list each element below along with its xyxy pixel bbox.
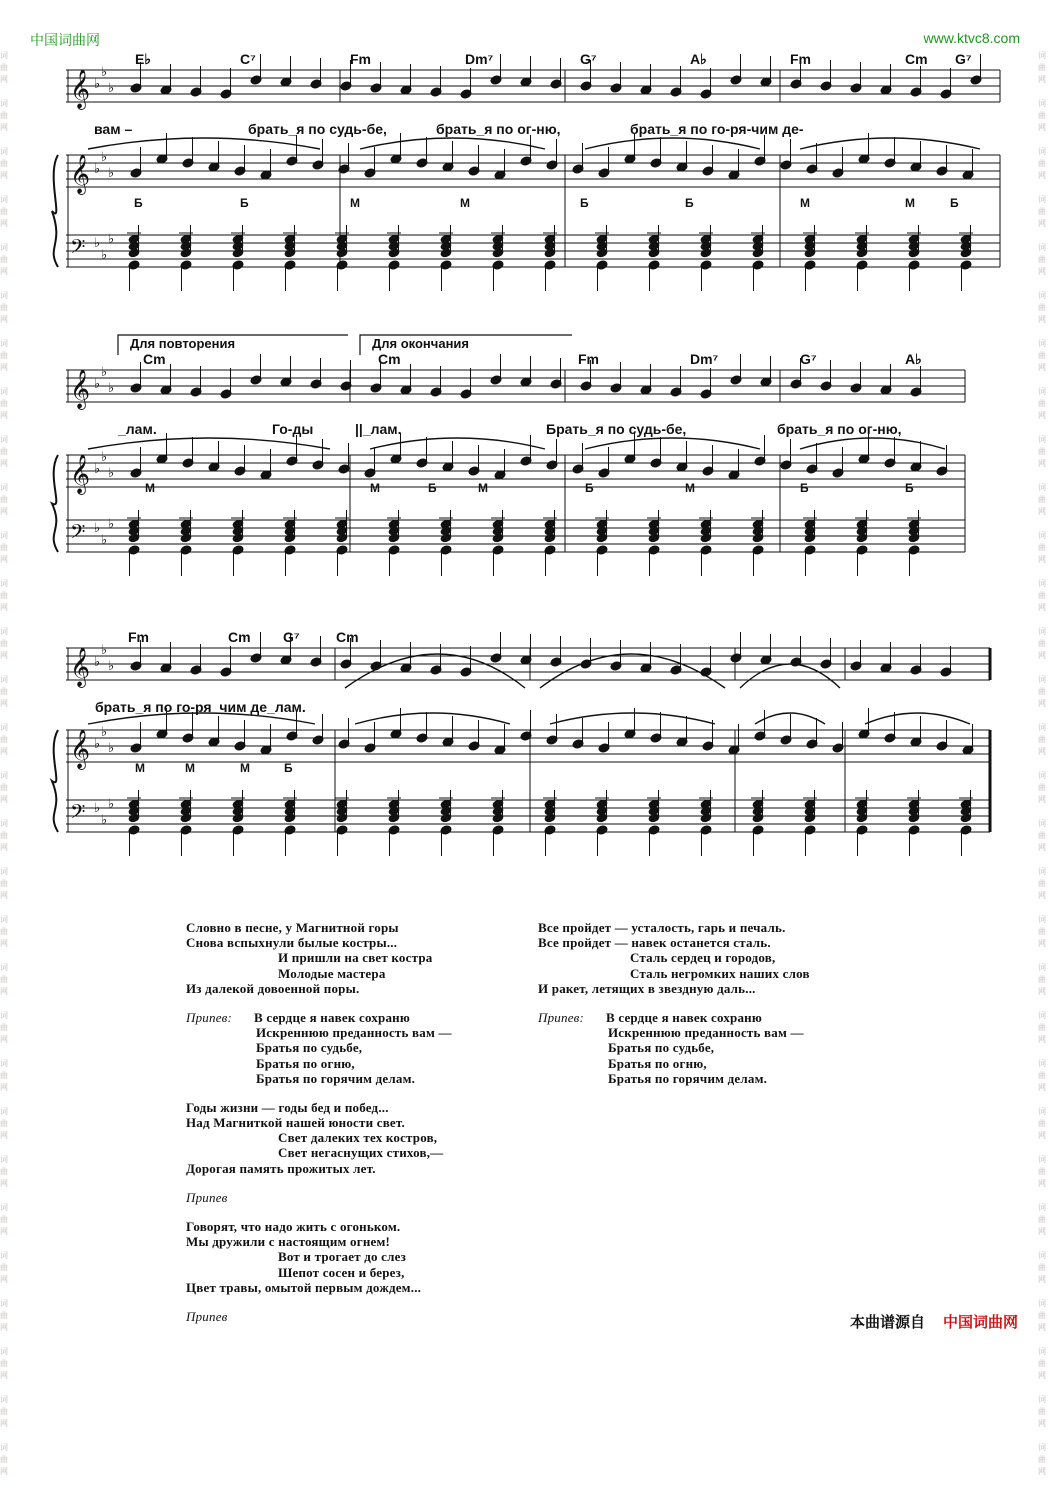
- lyric-text: Братья по огню,: [256, 1055, 355, 1071]
- right-watermark-strip: 词曲网 词曲网 词曲网 词曲网 词曲网 词曲网 词曲网 词曲网 词曲网 词曲网 词曲网 词曲网 词曲网 词曲网 词曲网 词曲网 词曲网 词曲网 词曲网 词曲网 词曲网 词曲网 词曲网 词曲网 词曲网 词曲网 词曲网 词曲网 词曲网 词曲网: [1038, 51, 1046, 1476]
- lyric-text: Говорят, что надо жить с огоньком.: [186, 1219, 401, 1234]
- lyric-text: Искреннюю преданность вам —: [608, 1025, 804, 1041]
- chord-symbol: Cm: [905, 51, 928, 67]
- chord-symbol: G⁷: [955, 51, 972, 67]
- volta-label-second: Для окончания: [372, 336, 469, 351]
- lyric-text: Искреннюю преданность вам —: [256, 1025, 452, 1041]
- slur: [865, 713, 970, 724]
- vocal-lyric: брать_я по го-ря-чим де-: [630, 121, 804, 137]
- lyric-line: [186, 1145, 452, 1160]
- lyric-line: [186, 966, 452, 981]
- lyric-line: [538, 950, 810, 965]
- lyric-line: [538, 996, 810, 1010]
- lyric-line: [538, 966, 810, 981]
- lyric-line: [538, 981, 810, 996]
- piano-treble-staff: [66, 455, 965, 487]
- verse-text-left: [186, 920, 452, 1324]
- lyric-line: [186, 1219, 452, 1234]
- flat-icon: ♭: [94, 76, 101, 91]
- bass-letter: Б: [950, 196, 959, 210]
- refrain-label: Припев:: [186, 1009, 233, 1025]
- lyric-line: [538, 1010, 810, 1025]
- chord-symbol: Fm: [578, 351, 599, 367]
- chord-symbol: Cm: [378, 351, 401, 367]
- treble-clef-icon: 𝄞: [70, 648, 91, 686]
- vocal-lyric: брать_я по ог-ню,: [777, 421, 902, 437]
- lyric-line: [538, 1071, 810, 1086]
- lyric-text: Дорогая память прожитых лет.: [186, 1160, 376, 1176]
- vocal-lyric: _лам.: [118, 421, 157, 437]
- bass-letter: М: [800, 196, 810, 210]
- lyric-line: [186, 1130, 452, 1145]
- flat-icon: ♭: [108, 516, 115, 531]
- chord-symbol: A♭: [690, 51, 707, 67]
- lyric-line: [186, 1280, 452, 1295]
- slur: [585, 138, 760, 149]
- chord-symbol: G⁷: [580, 51, 597, 67]
- lyric-text: Все пройдет — навек останется сталь.: [538, 935, 771, 951]
- bass-letter: М: [240, 761, 250, 775]
- slur: [88, 138, 320, 149]
- chord-symbol: E♭: [135, 51, 151, 67]
- bass-letter: Б: [284, 761, 293, 775]
- bass-letter: М: [460, 196, 470, 210]
- lyric-line: [186, 1176, 452, 1190]
- bass-letter: Б: [240, 196, 249, 210]
- bass-letter: М: [350, 196, 360, 210]
- slur: [800, 138, 980, 149]
- flat-icon: ♭: [94, 235, 101, 250]
- flat-icon: ♭: [94, 736, 101, 751]
- chord-symbol: Fm: [128, 629, 149, 645]
- slur: [370, 438, 545, 449]
- bass-clef-icon: 𝄢: [70, 801, 86, 828]
- lyric-line: [186, 1040, 452, 1055]
- lyric-text: Братья по судьбе,: [608, 1040, 715, 1056]
- lyric-text: Сталь негромких наших слов: [630, 965, 810, 981]
- bass-letter: М: [370, 481, 380, 495]
- flat-icon: ♭: [94, 654, 101, 669]
- vocal-lyric: брать_я по ог-ню,: [436, 121, 561, 137]
- flat-icon: ♭: [108, 80, 115, 95]
- bass-clef-icon: 𝄢: [70, 236, 86, 263]
- chord-symbol: Cm: [143, 351, 166, 367]
- chord-symbol: G⁷: [283, 629, 300, 645]
- flat-icon: ♭: [108, 465, 115, 480]
- lyric-line: [186, 1071, 452, 1086]
- lyric-line: [186, 1249, 452, 1264]
- slur: [585, 438, 760, 449]
- bass-letter: Б: [585, 481, 594, 495]
- bass-letter: М: [185, 761, 195, 775]
- lyric-line: [538, 935, 810, 950]
- footer-source: [850, 1311, 1018, 1332]
- lyric-text: В сердце я навек сохраню: [254, 1009, 410, 1025]
- lyric-line: [186, 981, 452, 996]
- lyric-line: [538, 1040, 810, 1055]
- lyric-text: Годы жизни — годы бед и побед...: [186, 1099, 389, 1115]
- lyric-text: Припев: [186, 1189, 228, 1205]
- treble-clef-icon: 𝄞: [70, 370, 91, 408]
- piano-brace: [52, 455, 58, 552]
- chord-symbol: Cm: [228, 629, 251, 645]
- treble-clef-icon: 𝄞: [70, 70, 91, 108]
- chord-symbol: Dm⁷: [690, 351, 719, 367]
- treble-clef-icon: 𝄞: [70, 730, 91, 768]
- lyric-text: Свет негаснущих стихов,—: [278, 1145, 444, 1161]
- flat-icon: ♭: [94, 376, 101, 391]
- lyric-text: Словно в песне, у Магнитной горы: [186, 920, 399, 935]
- left-watermark-strip: 词曲网 词曲网 词曲网 词曲网 词曲网 词曲网 词曲网 词曲网 词曲网 词曲网 词曲网 词曲网 词曲网 词曲网 词曲网 词曲网 词曲网 词曲网 词曲网 词曲网 词曲网 词曲网 词曲网 词曲网 词曲网 词曲网 词曲网 词曲网 词曲网 词曲网: [0, 51, 8, 1476]
- flat-icon: ♭: [108, 231, 115, 246]
- lyric-line: [186, 1025, 452, 1040]
- lyric-text: Из далекой довоенной поры.: [186, 980, 360, 996]
- lyric-text: Сталь сердец и городов,: [630, 950, 776, 966]
- chord-symbol: A♭: [905, 351, 922, 367]
- lyric-text: Снова вспыхнули былые костры...: [186, 935, 398, 951]
- lyric-text: Над Магниткой нашей юности свет.: [186, 1115, 405, 1131]
- treble-clef-icon: 𝄞: [70, 455, 91, 493]
- lyric-text: Свет далеких тех костров,: [278, 1130, 438, 1146]
- flat-icon: ♭: [94, 461, 101, 476]
- lyric-line: [538, 1056, 810, 1071]
- lyric-text: Припев: [186, 1308, 228, 1324]
- bass-letter: М: [145, 481, 155, 495]
- vocal-lyric: вам –: [94, 121, 133, 137]
- slur: [800, 438, 945, 449]
- flat-icon: ♭: [94, 161, 101, 176]
- chord-symbol: Cm: [336, 629, 359, 645]
- lyric-text: Все пройдет — усталость, гарь и печаль.: [538, 920, 786, 935]
- slur: [550, 713, 715, 724]
- lyric-line: [186, 1309, 452, 1324]
- flat-icon: ♭: [94, 520, 101, 535]
- lyric-line: [186, 935, 452, 950]
- lyric-line: [186, 1086, 452, 1100]
- chord-symbol: Dm⁷: [465, 51, 494, 67]
- flat-icon: ♭: [108, 165, 115, 180]
- treble-clef-icon: 𝄞: [70, 155, 91, 193]
- site-url[interactable]: www.ktvc8.com: [923, 30, 1020, 46]
- footer-site-link[interactable]: 中国词曲网: [942, 1313, 1018, 1331]
- lyric-line: [186, 1161, 452, 1176]
- bass-letter: М: [905, 196, 915, 210]
- lyric-line: [186, 996, 452, 1010]
- lyric-line: [186, 1234, 452, 1249]
- verse-text-right: [538, 920, 810, 1086]
- flat-icon: ♭: [101, 364, 108, 379]
- lyric-text: Молодые мастера: [278, 965, 386, 981]
- vocal-lyric: брать_я по судь-бе,: [248, 121, 387, 137]
- chord-symbol: Fm: [790, 51, 811, 67]
- slur: [88, 438, 330, 449]
- bass-clef-icon: 𝄢: [70, 521, 86, 548]
- bass-letter: Б: [800, 481, 809, 495]
- site-logo-left[interactable]: 中国词曲网: [30, 33, 100, 49]
- lyric-text: Мы дружили с настоящим огнем!: [186, 1234, 391, 1250]
- flat-icon: ♭: [108, 658, 115, 673]
- flat-icon: ♭: [101, 642, 108, 657]
- chord-symbol: Fm: [350, 51, 371, 67]
- lyric-line: [186, 1205, 452, 1219]
- flat-icon: ♭: [101, 449, 108, 464]
- flat-icon: ♭: [101, 812, 108, 827]
- lyric-text: И ракет, летящих в звездную даль...: [538, 980, 756, 996]
- lyric-text: И пришли на свет костра: [278, 950, 433, 966]
- lyric-line: [186, 1010, 452, 1025]
- volta-label-first: Для повторения: [130, 336, 236, 351]
- lyric-line: [538, 1025, 810, 1040]
- bass-letter: М: [478, 481, 488, 495]
- bass-letter: Б: [428, 481, 437, 495]
- piano-brace: [52, 155, 58, 267]
- refrain-label: Припев:: [538, 1009, 585, 1025]
- lyric-line: [186, 1265, 452, 1280]
- chord-symbol: G⁷: [800, 351, 817, 367]
- slur: [355, 713, 510, 724]
- vocal-lyric: Го-ды: [272, 421, 314, 437]
- flat-icon: ♭: [101, 724, 108, 739]
- lyric-text: Братья по горячим делам.: [608, 1070, 768, 1086]
- lyric-line: [186, 1295, 452, 1309]
- lyric-text: В сердце я навек сохраню: [606, 1009, 762, 1025]
- bass-letter: Б: [580, 196, 589, 210]
- lyric-text: Братья по огню,: [608, 1055, 707, 1071]
- lyric-line: [186, 1190, 452, 1205]
- piano-bass-staff: [66, 800, 990, 832]
- piano-brace: [52, 730, 58, 832]
- vocal-lyric: брать_я по го-ря_чим де_лам.: [95, 699, 306, 715]
- vocal-lyric: ||_лам.: [355, 421, 402, 437]
- flat-icon: ♭: [108, 796, 115, 811]
- lyric-line: [538, 920, 810, 935]
- chord-symbol: C⁷: [240, 51, 256, 67]
- tie: [540, 654, 725, 688]
- bass-letter: Б: [685, 196, 694, 210]
- piano-bass-staff: [66, 520, 965, 552]
- bass-letter: Б: [134, 196, 143, 210]
- lyric-line: [186, 1115, 452, 1130]
- flat-icon: ♭: [108, 740, 115, 755]
- bass-letter: М: [135, 761, 145, 775]
- flat-icon: ♭: [94, 800, 101, 815]
- lyric-line: [186, 920, 452, 935]
- lyric-line: [186, 950, 452, 965]
- lyric-line: [186, 1100, 452, 1115]
- bass-letter: М: [685, 481, 695, 495]
- flat-icon: ♭: [108, 380, 115, 395]
- lyric-text: Братья по судьбе,: [256, 1040, 363, 1056]
- lyric-text: Братья по горячим делам.: [256, 1070, 416, 1086]
- flat-icon: ♭: [101, 64, 108, 79]
- lyric-text: Цвет травы, омытой первым дождем...: [186, 1279, 422, 1295]
- footer-source-label: 本曲谱源自: [849, 1313, 925, 1331]
- lyric-text: Вот и трогает до слез: [278, 1249, 407, 1265]
- vocal-staff: [66, 648, 990, 680]
- flat-icon: ♭: [101, 247, 108, 262]
- vocal-lyric: Брать_я по судь-бе,: [546, 421, 687, 437]
- lyric-line: [186, 1056, 452, 1071]
- flat-icon: ♭: [101, 149, 108, 164]
- flat-icon: ♭: [101, 532, 108, 547]
- lyric-text: Шепот сосен и берез,: [278, 1264, 405, 1280]
- bass-letter: Б: [905, 481, 914, 495]
